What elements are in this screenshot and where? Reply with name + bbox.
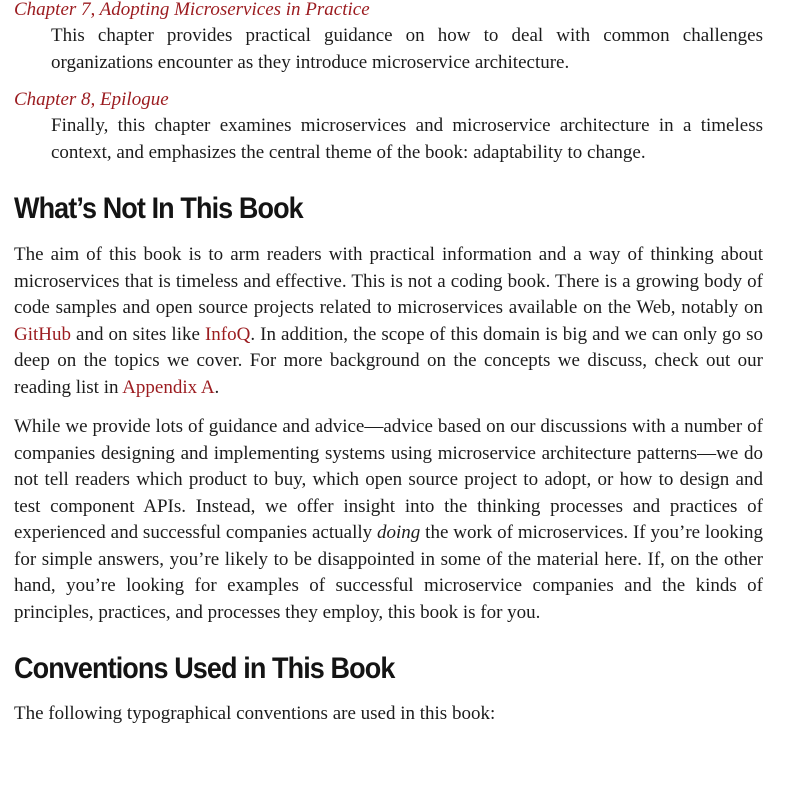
paragraph-text: The aim of this book is to arm readers with practical information and a way of thinking about microservices that is timeless and effective. This is not a coding book. There is a growing body of code samples and open source projects related to microservices available on the Web, notably on xyxy=(14,244,763,318)
section-heading-not-in-book: What’s Not In This Book xyxy=(14,192,303,225)
paragraph-text: . xyxy=(214,376,220,398)
section-heading-conventions: Conventions Used in This Book xyxy=(14,652,395,685)
chapter-8-description: Finally, this chapter examines microservices and microservice architecture in a timeless context, and emphasizes the central theme of the book: adaptability to change. xyxy=(51,115,763,163)
chapter-7-description: This chapter provides practical guidance on how to deal with common challenges organizations encounter as they introduce microservice architecture. xyxy=(51,25,763,73)
infoq-link[interactable]: InfoQ xyxy=(204,323,251,345)
conventions-intro: The following typographical conventions are used in this book: xyxy=(14,703,496,724)
chapter-8-title: Chapter 8, Epilogue xyxy=(14,89,169,110)
chapter-7-title: Chapter 7, Adopting Microservices in Practice xyxy=(14,0,370,20)
book-page xyxy=(14,0,763,728)
github-link[interactable]: GitHub xyxy=(14,323,71,345)
appendix-a-link[interactable]: Appendix A xyxy=(122,376,215,398)
emphasis-doing: doing xyxy=(377,522,421,543)
paragraph-text: . In addition, the scope of this domain is big and we can only go so deep on the topics we cover. For more background on the concepts we discuss, check out our reading list in xyxy=(14,323,763,398)
not-in-book-paragraph-1 xyxy=(14,242,763,401)
not-in-book-paragraph-2 xyxy=(14,414,763,626)
paragraph-text: and on sites like xyxy=(71,323,205,345)
paragraph-text: the work of microservices. If you’re looking for simple answers, you’re likely to be disappointed in some of the material here. If, on the other hand, you’re looking for examples of successful microservice companies and the kinds of principles, practices, and processes they employ, this book is for you. xyxy=(14,522,763,623)
paragraph-text: While we provide lots of guidance and advice—advice based on our discussions with a number of companies designing and implementing systems using microservice architecture patterns—we do not tell readers which product to buy, which open source project to adopt, or how to design and test component APIs. Instead, we offer insight into the thinking processes and practices of experienced and successful companies actually xyxy=(14,416,763,543)
